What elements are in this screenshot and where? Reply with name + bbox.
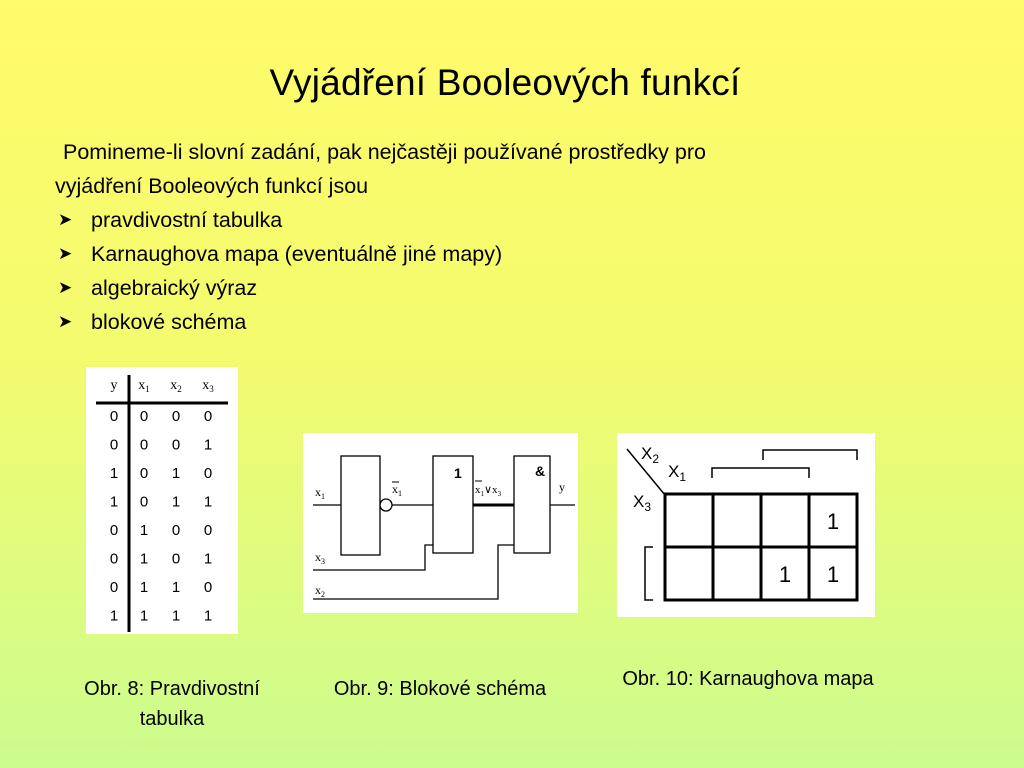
kmap-var-x3: $X_3$ — [633, 492, 652, 514]
truth-table-figure — [86, 367, 238, 634]
input-label-x1: $x_1$ — [315, 485, 325, 501]
bullet-item: ➤ pravdivostní tabulka — [58, 203, 502, 237]
wire-x3 — [313, 545, 433, 570]
truth-table-cell: 1 — [139, 550, 149, 568]
truth-table-cell: 1 — [171, 607, 181, 625]
and-gate-symbol: & — [535, 463, 546, 479]
kmap-var-x1: $X_1$ — [668, 462, 687, 484]
truth-table-cell: 1 — [203, 436, 213, 454]
truth-table — [86, 367, 238, 634]
bullet-item: ➤ algebraický výraz — [58, 271, 502, 305]
kmap-cell-value: 1 — [826, 509, 840, 534]
x3-bracket — [645, 547, 653, 600]
truth-table-cell: 0 — [139, 436, 149, 454]
truth-table-cell: 1 — [109, 493, 119, 511]
signal-or-label: $x_1\vee x_3$ — [475, 484, 502, 498]
truth-table-cell: 1 — [203, 493, 213, 511]
caption-fig10: Obr. 10: Karnaughova mapa — [622, 668, 874, 690]
output-label-y: y — [559, 480, 565, 494]
intro-line-1: Pomineme-li slovní zadání, pak nejčastěji používané prostředky pro — [63, 140, 706, 164]
truth-table-cell: 1 — [171, 493, 181, 511]
truth-table-header: $x_2$ — [170, 378, 182, 394]
truth-table-cell: 0 — [171, 436, 181, 454]
block-diagram — [303, 433, 578, 613]
input-label-x3: $x_3$ — [315, 550, 325, 566]
truth-table-cell: 0 — [171, 522, 181, 539]
truth-table-header: y — [110, 378, 118, 393]
caption-fig9: Obr. 9: Blokové schéma — [333, 678, 547, 700]
kmap-cell-value: 1 — [778, 562, 792, 587]
caption-fig8-line1: Obr. 8: Pravdivostní — [84, 678, 260, 700]
truth-table-cell: 0 — [109, 408, 119, 425]
truth-table-cell: 0 — [109, 550, 119, 568]
truth-table-cell: 1 — [109, 607, 119, 625]
or-gate-box — [433, 456, 473, 553]
truth-table-cell: 0 — [203, 465, 213, 482]
truth-table-cell: 0 — [203, 522, 213, 539]
truth-table-header: $x_3$ — [202, 378, 214, 394]
block-diagram-figure — [303, 433, 578, 613]
truth-table-cell: 0 — [109, 522, 119, 539]
truth-table-cell: 1 — [171, 579, 181, 596]
truth-table-cell: 0 — [171, 550, 181, 568]
or-gate-symbol: 1 — [454, 465, 462, 481]
truth-table-header: $x_1$ — [138, 378, 150, 394]
truth-table-cell: 1 — [203, 550, 213, 568]
bullet-item: ➤ Karnaughova mapa (eventuálně jiné mapy) — [58, 237, 502, 271]
kmap-var-x2: $X_2$ — [641, 444, 660, 466]
truth-table-cell: 1 — [139, 579, 149, 596]
intro-text — [55, 135, 915, 203]
bullet-item: ➤ blokové schéma — [58, 305, 502, 339]
truth-table-cell: 1 — [139, 522, 149, 539]
signal-not-label: $x_1$ — [392, 482, 402, 498]
truth-table-cell: 1 — [171, 465, 181, 482]
arrow-bullet-icon: ➤ — [58, 210, 73, 229]
truth-table-cell: 0 — [139, 408, 149, 425]
caption-fig8-line2: tabulka — [139, 708, 205, 730]
truth-table-cell: 0 — [171, 408, 181, 425]
truth-table-cell: 1 — [203, 607, 213, 625]
truth-table-cell: 0 — [109, 436, 119, 454]
slide-title: Vyjádření Booleových funkcí — [269, 62, 741, 103]
intro-line-2: vyjádření Booleových funkcí jsou — [55, 174, 369, 198]
truth-table-cell: 1 — [109, 465, 119, 482]
caption-fig8 — [62, 674, 282, 734]
x2-bracket — [763, 450, 857, 460]
arrow-bullet-icon: ➤ — [58, 244, 73, 263]
x1-bracket — [712, 468, 809, 478]
truth-table-cell: 0 — [109, 579, 119, 596]
kmap-cell-value: 1 — [826, 562, 840, 587]
karnaugh-map — [617, 433, 875, 617]
truth-table-cell: 0 — [203, 408, 213, 425]
bullet-list — [58, 203, 502, 339]
truth-table-cell: 0 — [139, 465, 149, 482]
truth-table-cell: 0 — [203, 579, 213, 596]
not-gate-box — [341, 456, 380, 555]
inverter-bubble — [380, 499, 392, 511]
truth-table-cell: 1 — [139, 607, 149, 625]
arrow-bullet-icon: ➤ — [58, 278, 73, 297]
arrow-bullet-icon: ➤ — [58, 312, 73, 331]
wire-x2 — [313, 545, 514, 599]
input-label-x2: $x_2$ — [315, 583, 325, 599]
truth-table-cell: 0 — [139, 493, 149, 511]
karnaugh-map-figure — [617, 433, 875, 617]
